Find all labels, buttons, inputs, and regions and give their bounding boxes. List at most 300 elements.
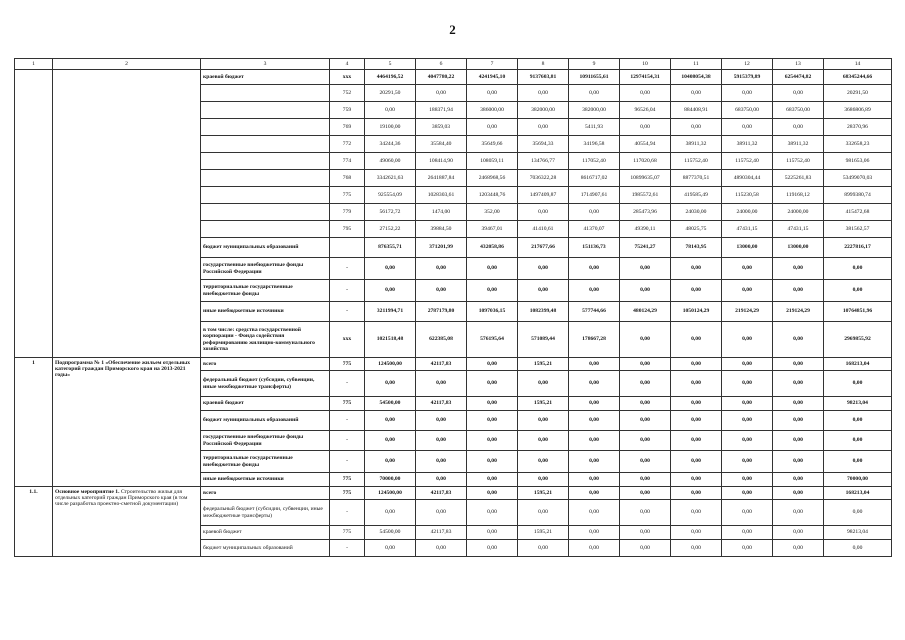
amount-cell: 42117,83 [416, 526, 467, 540]
amount-cell: 75241,27 [620, 238, 671, 258]
amount-cell: 0,00 [365, 500, 416, 526]
funding-source-cell: федеральный бюджет (субсидии, субвенции, иные межбюджетные трансферты) [201, 371, 330, 397]
table-row [15, 358, 892, 371]
amount-cell: 1714907,61 [569, 187, 620, 204]
funding-source-cell [201, 119, 330, 136]
code-cell: 769 [330, 119, 365, 136]
amount-cell: 12974154,31 [620, 70, 671, 85]
amount-cell: 683750,00 [773, 102, 824, 119]
code-cell: - [330, 258, 365, 280]
total-cell: 981653,06 [824, 153, 892, 170]
amount-cell: 0,00 [569, 431, 620, 451]
amount-cell: 0,00 [620, 322, 671, 358]
amount-cell: 0,00 [365, 540, 416, 557]
amount-cell: 0,00 [620, 258, 671, 280]
amount-cell: 54500,00 [365, 397, 416, 411]
total-cell: 168213,04 [824, 358, 892, 371]
amount-cell: 38911,32 [773, 136, 824, 153]
amount-cell: 19100,00 [365, 119, 416, 136]
amount-cell: 38911,32 [722, 136, 773, 153]
total-cell: 168213,04 [824, 487, 892, 500]
amount-cell: 27152,22 [365, 221, 416, 238]
total-cell: 98213,04 [824, 526, 892, 540]
amount-cell: 35649,66 [467, 136, 518, 153]
amount-cell: 219124,29 [773, 302, 824, 322]
amount-cell: 0,00 [671, 411, 722, 431]
amount-cell: 0,00 [569, 280, 620, 302]
program-name-rest: Строительство жилья для отдельных категорий граждан Приморского края (в том числе разработка проектно-сметной документации) [55, 489, 188, 508]
amount-cell: 42117,83 [416, 487, 467, 500]
amount-cell: 0,00 [773, 258, 824, 280]
funding-source-cell: краевой бюджет [201, 70, 330, 85]
amount-cell: 0,00 [569, 85, 620, 102]
amount-cell: 1097036,15 [467, 302, 518, 322]
amount-cell: 0,00 [467, 451, 518, 473]
amount-cell: 5225261,83 [773, 170, 824, 187]
code-cell: - [330, 540, 365, 557]
amount-cell: 0,00 [467, 487, 518, 500]
amount-cell: 0,00 [620, 540, 671, 557]
amount-cell: 0,00 [518, 85, 569, 102]
amount-cell: 0,00 [773, 280, 824, 302]
amount-cell: 0,00 [620, 526, 671, 540]
amount-cell: 4047780,22 [416, 70, 467, 85]
amount-cell: 13000,00 [773, 238, 824, 258]
amount-cell: 0,00 [773, 397, 824, 411]
amount-cell: 0,00 [773, 487, 824, 500]
amount-cell: 0,00 [620, 431, 671, 451]
amount-cell: 1203448,76 [467, 187, 518, 204]
amount-cell: 577744,66 [569, 302, 620, 322]
item-number-cell: 1.1. [15, 487, 53, 557]
amount-cell: 0,00 [620, 473, 671, 487]
funding-source-cell: всего [201, 487, 330, 500]
amount-cell: 0,00 [722, 322, 773, 358]
amount-cell: 1050124,29 [671, 302, 722, 322]
amount-cell: 117020,68 [620, 153, 671, 170]
funding-source-cell [201, 85, 330, 102]
amount-cell: 0,00 [569, 526, 620, 540]
amount-cell: 0,00 [365, 411, 416, 431]
amount-cell: 0,00 [569, 371, 620, 397]
amount-cell: 42117,83 [416, 397, 467, 411]
amount-cell: 24000,00 [722, 204, 773, 221]
amount-cell: 622385,08 [416, 322, 467, 358]
amount-cell: 571089,44 [518, 322, 569, 358]
amount-cell: 0,00 [620, 500, 671, 526]
amount-cell: 0,00 [620, 371, 671, 397]
amount-cell: 0,00 [467, 540, 518, 557]
amount-cell: 0,00 [620, 280, 671, 302]
amount-cell: 124500,00 [365, 487, 416, 500]
amount-cell: 0,00 [671, 358, 722, 371]
amount-cell: 0,00 [416, 451, 467, 473]
total-cell: 0,00 [824, 500, 892, 526]
amount-cell: 10408054,38 [671, 70, 722, 85]
total-cell: 0,00 [824, 540, 892, 557]
code-cell: 795 [330, 221, 365, 238]
amount-cell: 0,00 [467, 500, 518, 526]
amount-cell: 0,00 [671, 322, 722, 358]
amount-cell: 0,00 [620, 397, 671, 411]
amount-cell: 2787179,80 [416, 302, 467, 322]
amount-cell: 0,00 [620, 487, 671, 500]
amount-cell: 0,00 [569, 411, 620, 431]
amount-cell: 178667,28 [569, 322, 620, 358]
total-cell: 0,00 [824, 451, 892, 473]
amount-cell: 876355,71 [365, 238, 416, 258]
amount-cell: 0,00 [467, 119, 518, 136]
amount-cell: 0,00 [773, 500, 824, 526]
funding-source-cell [201, 221, 330, 238]
total-cell: 0,00 [824, 431, 892, 451]
column-number-cell: 10 [620, 59, 671, 70]
item-number-cell: 1 [15, 358, 53, 487]
amount-cell: 1028303,61 [416, 187, 467, 204]
amount-cell: 352,00 [467, 204, 518, 221]
amount-cell: 119168,12 [773, 187, 824, 204]
table-row [15, 487, 892, 500]
amount-cell: 40554,94 [620, 136, 671, 153]
amount-cell: 0,00 [416, 500, 467, 526]
column-number-cell: 8 [518, 59, 569, 70]
amount-cell: 70000,00 [365, 473, 416, 487]
program-name-cell: Подпрограмма № 1 «Обеспечение жильем отдельных категорий граждан Приморского края на 2013-2021 годы» [53, 358, 201, 487]
total-cell: 0,00 [824, 371, 892, 397]
amount-cell: 54500,00 [365, 526, 416, 540]
amount-cell: 382000,00 [569, 102, 620, 119]
amount-cell: 480124,29 [620, 302, 671, 322]
amount-cell: 0,00 [569, 451, 620, 473]
amount-cell: 49390,11 [620, 221, 671, 238]
amount-cell: 0,00 [467, 85, 518, 102]
budget-table [14, 58, 892, 557]
column-number-cell: 11 [671, 59, 722, 70]
code-cell: - [330, 451, 365, 473]
amount-cell: 1595,21 [518, 397, 569, 411]
funding-source-cell [201, 102, 330, 119]
total-cell: 381562,57 [824, 221, 892, 238]
amount-cell: 35584,40 [416, 136, 467, 153]
funding-source-cell [201, 204, 330, 221]
amount-cell: 0,00 [467, 258, 518, 280]
funding-source-cell [201, 136, 330, 153]
amount-cell: 884408,91 [671, 102, 722, 119]
total-cell: 0,00 [824, 411, 892, 431]
amount-cell: 13000,00 [722, 238, 773, 258]
code-cell: 775 [330, 397, 365, 411]
amount-cell: 3342621,63 [365, 170, 416, 187]
amount-cell: 24030,00 [671, 204, 722, 221]
amount-cell: 0,00 [569, 487, 620, 500]
amount-cell: 34244,36 [365, 136, 416, 153]
amount-cell: 5411,93 [569, 119, 620, 136]
amount-cell: 0,00 [620, 358, 671, 371]
amount-cell: 0,00 [416, 280, 467, 302]
column-number-cell: 4 [330, 59, 365, 70]
total-cell: 2969855,92 [824, 322, 892, 358]
amount-cell: 0,00 [722, 526, 773, 540]
amount-cell: 151136,73 [569, 238, 620, 258]
amount-cell: 285473,96 [620, 204, 671, 221]
amount-cell: 35694,33 [518, 136, 569, 153]
amount-cell: 115752,40 [722, 153, 773, 170]
amount-cell: 0,00 [518, 473, 569, 487]
amount-cell: 108414,90 [416, 153, 467, 170]
code-cell: 774 [330, 153, 365, 170]
item-number-cell [15, 70, 53, 358]
code-cell: 752 [330, 85, 365, 102]
amount-cell: 0,00 [671, 487, 722, 500]
amount-cell: 39467,01 [467, 221, 518, 238]
amount-cell: 6254474,82 [773, 70, 824, 85]
amount-cell: 0,00 [518, 431, 569, 451]
funding-source-cell: краевой бюджет [201, 526, 330, 540]
amount-cell: 576195,64 [467, 322, 518, 358]
amount-cell: 0,00 [416, 258, 467, 280]
amount-cell: 3211994,71 [365, 302, 416, 322]
amount-cell: 1082399,48 [518, 302, 569, 322]
total-cell: 70000,00 [824, 473, 892, 487]
funding-source-cell: бюджет муниципальных образований [201, 411, 330, 431]
amount-cell: 49060,00 [365, 153, 416, 170]
total-cell: 53499070,03 [824, 170, 892, 187]
code-cell: 775 [330, 187, 365, 204]
amount-cell: 0,00 [773, 371, 824, 397]
amount-cell: 56172,72 [365, 204, 416, 221]
code-cell: ххх [330, 70, 365, 85]
amount-cell: 219124,29 [722, 302, 773, 322]
amount-cell: 0,00 [773, 431, 824, 451]
amount-cell: 0,00 [722, 280, 773, 302]
column-number-cell: 14 [824, 59, 892, 70]
amount-cell: 0,00 [569, 500, 620, 526]
amount-cell: 48025,75 [671, 221, 722, 238]
amount-cell: 0,00 [722, 540, 773, 557]
column-number-row [15, 59, 892, 70]
amount-cell: 925554,09 [365, 187, 416, 204]
code-cell: 775 [330, 358, 365, 371]
amount-cell: 0,00 [671, 526, 722, 540]
code-cell [330, 238, 365, 258]
column-number-cell: 7 [467, 59, 518, 70]
amount-cell: 0,00 [722, 358, 773, 371]
amount-cell: 188371,94 [416, 102, 467, 119]
amount-cell: 0,00 [518, 451, 569, 473]
amount-cell: 1497409,87 [518, 187, 569, 204]
amount-cell: 10899635,07 [620, 170, 671, 187]
program-name-bold-prefix: Основное мероприятие 1. [55, 489, 120, 495]
program-name-cell [53, 70, 201, 358]
amount-cell: 371201,99 [416, 238, 467, 258]
amount-cell: 0,00 [722, 85, 773, 102]
amount-cell: 108059,11 [467, 153, 518, 170]
amount-cell: 1595,21 [518, 526, 569, 540]
amount-cell: 8877370,51 [671, 170, 722, 187]
code-cell: 768 [330, 170, 365, 187]
amount-cell: 1985572,61 [620, 187, 671, 204]
amount-cell: 386000,00 [467, 102, 518, 119]
amount-cell: 9137603,81 [518, 70, 569, 85]
amount-cell: 0,00 [671, 119, 722, 136]
amount-cell: 0,00 [773, 322, 824, 358]
amount-cell: 134766,77 [518, 153, 569, 170]
amount-cell: 0,00 [416, 85, 467, 102]
amount-cell: 78143,95 [671, 238, 722, 258]
amount-cell: 1595,21 [518, 358, 569, 371]
amount-cell: 0,00 [569, 397, 620, 411]
total-cell: 8999380,74 [824, 187, 892, 204]
amount-cell: 0,00 [467, 473, 518, 487]
amount-cell: 0,00 [518, 500, 569, 526]
code-cell: 775 [330, 487, 365, 500]
amount-cell: 115752,40 [773, 153, 824, 170]
amount-cell: 0,00 [467, 411, 518, 431]
amount-cell: 0,00 [518, 540, 569, 557]
amount-cell: 0,00 [773, 411, 824, 431]
amount-cell: 4241945,10 [467, 70, 518, 85]
funding-source-cell: федеральный бюджет (субсидии, субвенции, иные межбюджетные трансферты) [201, 500, 330, 526]
amount-cell: 0,00 [467, 358, 518, 371]
total-cell: 20291,50 [824, 85, 892, 102]
amount-cell: 0,00 [416, 431, 467, 451]
amount-cell: 0,00 [722, 487, 773, 500]
amount-cell: 0,00 [416, 411, 467, 431]
amount-cell: 0,00 [518, 371, 569, 397]
table-body [15, 59, 892, 557]
amount-cell: 0,00 [569, 473, 620, 487]
amount-cell: 47431,15 [773, 221, 824, 238]
amount-cell: 0,00 [671, 85, 722, 102]
amount-cell: 38911,32 [671, 136, 722, 153]
amount-cell: 0,00 [365, 258, 416, 280]
code-cell: ххх [330, 322, 365, 358]
amount-cell: 8616717,02 [569, 170, 620, 187]
amount-cell: 432058,86 [467, 238, 518, 258]
amount-cell: 0,00 [467, 280, 518, 302]
amount-cell: 0,00 [620, 119, 671, 136]
amount-cell: 0,00 [671, 397, 722, 411]
amount-cell: 0,00 [671, 473, 722, 487]
amount-cell: 0,00 [467, 371, 518, 397]
amount-cell: 0,00 [671, 540, 722, 557]
column-number-cell: 13 [773, 59, 824, 70]
funding-source-cell: территориальные государственные внебюджетные фонды [201, 451, 330, 473]
amount-cell: 124500,00 [365, 358, 416, 371]
amount-cell: 0,00 [671, 371, 722, 397]
amount-cell: 1595,21 [518, 487, 569, 500]
total-cell: 2227816,17 [824, 238, 892, 258]
amount-cell: 0,00 [365, 431, 416, 451]
amount-cell: 2641887,84 [416, 170, 467, 187]
funding-source-cell: в том числе: средства государственной корпорации - Фонда содействия реформированию жилищно-коммунального хозяйства [201, 322, 330, 358]
amount-cell: 0,00 [722, 500, 773, 526]
amount-cell: 0,00 [722, 119, 773, 136]
amount-cell: 3859,03 [416, 119, 467, 136]
column-number-cell: 5 [365, 59, 416, 70]
column-number-cell: 2 [53, 59, 201, 70]
funding-source-cell: государственные внебюджетные фонды Российской Федерации [201, 258, 330, 280]
amount-cell: 0,00 [518, 280, 569, 302]
amount-cell: 1474,00 [416, 204, 467, 221]
total-cell: 68345244,66 [824, 70, 892, 85]
code-cell: - [330, 371, 365, 397]
amount-cell: 683750,00 [722, 102, 773, 119]
amount-cell: 0,00 [773, 358, 824, 371]
code-cell: - [330, 431, 365, 451]
amount-cell: 117052,40 [569, 153, 620, 170]
funding-source-cell: бюджет муниципальных образований [201, 238, 330, 258]
amount-cell: 0,00 [416, 473, 467, 487]
column-number-cell: 9 [569, 59, 620, 70]
amount-cell: 0,00 [518, 411, 569, 431]
code-cell: - [330, 500, 365, 526]
funding-source-cell: территориальные государственные внебюджетные фонды [201, 280, 330, 302]
amount-cell: 0,00 [722, 473, 773, 487]
amount-cell: 42117,83 [416, 358, 467, 371]
amount-cell: 115230,58 [722, 187, 773, 204]
column-number-cell: 1 [15, 59, 53, 70]
amount-cell: 0,00 [365, 451, 416, 473]
amount-cell: 0,00 [773, 526, 824, 540]
amount-cell: 0,00 [620, 411, 671, 431]
amount-cell: 0,00 [569, 540, 620, 557]
funding-source-cell: краевой бюджет [201, 397, 330, 411]
amount-cell: 0,00 [773, 473, 824, 487]
amount-cell: 20291,50 [365, 85, 416, 102]
amount-cell: 0,00 [773, 451, 824, 473]
amount-cell: 0,00 [722, 258, 773, 280]
amount-cell: 0,00 [671, 431, 722, 451]
code-cell: - [330, 280, 365, 302]
total-cell: 98213,04 [824, 397, 892, 411]
total-cell: 0,00 [824, 280, 892, 302]
amount-cell: 7036322,28 [518, 170, 569, 187]
code-cell: 775 [330, 526, 365, 540]
page-number: 2 [449, 22, 456, 37]
amount-cell: 34196,58 [569, 136, 620, 153]
column-number-cell: 3 [201, 59, 330, 70]
column-number-cell: 12 [722, 59, 773, 70]
amount-cell: 0,00 [671, 451, 722, 473]
amount-cell: 0,00 [773, 119, 824, 136]
funding-source-cell [201, 153, 330, 170]
amount-cell: 0,00 [569, 204, 620, 221]
code-cell: - [330, 302, 365, 322]
amount-cell: 0,00 [671, 280, 722, 302]
amount-cell: 0,00 [416, 371, 467, 397]
amount-cell: 0,00 [365, 371, 416, 397]
amount-cell: 2468968,56 [467, 170, 518, 187]
amount-cell: 382000,00 [518, 102, 569, 119]
amount-cell: 0,00 [671, 500, 722, 526]
table-row [15, 70, 892, 85]
amount-cell: 96526,04 [620, 102, 671, 119]
amount-cell: 0,00 [620, 85, 671, 102]
total-cell: 3686806,89 [824, 102, 892, 119]
amount-cell: 0,00 [518, 258, 569, 280]
amount-cell: 0,00 [467, 397, 518, 411]
column-number-cell: 6 [416, 59, 467, 70]
funding-source-cell: иные внебюджетные источники [201, 473, 330, 487]
amount-cell: 0,00 [365, 280, 416, 302]
amount-cell: 0,00 [467, 526, 518, 540]
amount-cell: 0,00 [722, 397, 773, 411]
amount-cell: 217677,66 [518, 238, 569, 258]
funding-source-cell [201, 170, 330, 187]
total-cell: 0,00 [824, 258, 892, 280]
amount-cell: 24000,00 [773, 204, 824, 221]
